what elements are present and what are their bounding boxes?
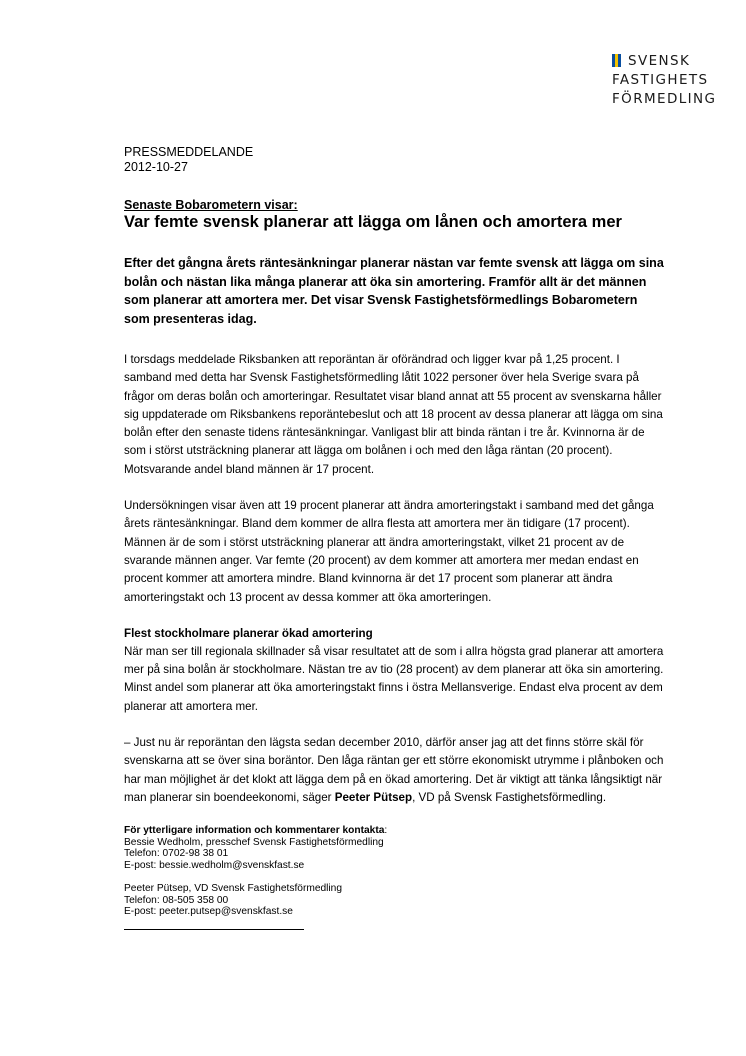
logo-line-3: FÖRMEDLING (612, 91, 717, 107)
logo-line-2: FASTIGHETS (612, 72, 709, 88)
press-release (124, 145, 664, 930)
contact-1-email: E-post: bessie.wedholm@svenskfast.se (124, 859, 305, 871)
quote-speaker: Peeter Pütsep (334, 790, 413, 804)
company-logo (612, 52, 722, 109)
lead-paragraph: Efter det gångna årets räntesänkningar planerar nästan var femte svensk att lägga om sina bolån och nästan lika många planerar att öka sin amortering. Framför allt är det männen som planerar att amortera mer. Det visar Svensk Fastighetsförmedlings Bobarometern som presenteras idag. (124, 256, 664, 326)
contact-heading-colon: : (384, 825, 388, 837)
body-paragraph-3: När man ser till regionala skillnader så visar resultatet att de som i allra högsta grad planerar att amortera mer på sina bolån är stockholmare. Nästan tre av tio (28 procent) av dem planerar att öka sin amortering. Minst andel som planerar att öka amorteringstakt finns i östra Mellansverige. Endast elva procent av dem planerar att amortera mer. (124, 644, 664, 713)
document-date: 2012-10-27 (124, 160, 188, 174)
swedish-flag-icon (612, 54, 622, 67)
logo-line-1 (612, 52, 722, 71)
logo-text-1: SVENSK (628, 53, 691, 69)
contact-2-email: E-post: peeter.putsep@svenskfast.se (124, 906, 293, 918)
contact-2-phone: Telefon: 08-505 358 00 (124, 894, 229, 906)
contact-1-phone: Telefon: 0702-98 38 01 (124, 848, 229, 860)
subheading: Flest stockholmare planerar ökad amortering (124, 626, 373, 640)
contact-1-name: Bessie Wedholm, presschef Svensk Fastighetsförmedling (124, 836, 384, 848)
footer-divider (124, 929, 304, 930)
document-type: PRESSMEDDELANDE (124, 145, 254, 159)
contact-heading (124, 825, 664, 837)
body-paragraph-2: Undersökningen visar även att 19 procent planerar att ändra amorteringstakt i samband med det gånga årets räntesänkningar. Bland dem kommer de allra flesta att amortera mer än tidigare (17 procent). Männen är de som i störst utsträckning planerar att ändra amorteringstakt, vilket 21 procent av de svarande männen anger. Var femte (20 procent) av dem kommer att amortera mer medan endast en procent kommer att amortera mindre. Bland kvinnorna är det 17 procent som planerar att ändra amorteringstakt och 13 procent av dessa kommer att öka amorteringen. (124, 499, 654, 604)
contact-2-name: Peeter Pütsep, VD Svensk Fastighetsförmedling (124, 883, 343, 895)
kicker: Senaste Bobarometern visar: (124, 198, 298, 212)
quote-tail: , VD på Svensk Fastighetsförmedling. (412, 790, 607, 804)
contact-heading-text: För ytterligare information och kommentarer kontakta (124, 825, 385, 837)
quote-text: – Just nu är reporäntan den lägsta sedan december 2010, därför anser jag att det finns större skäl för svenskarna att se över sina boräntor. Den låga räntan ger ett större ekonomiskt utrymme i plånboken och har man möjlighet är det klokt att lägga dem på en ökad amortering. Det är viktigt att tänka långsiktigt när man planerar sin boendeekonomi, säger (124, 736, 664, 804)
body-paragraph-4 (124, 734, 664, 807)
body-paragraph-1: I torsdags meddelade Riksbanken att reporäntan är oförändrad och ligger kvar på 1,25 procent. I samband med detta har Svensk Fastighetsförmedling låtit 1022 personer över hela Sverige svara på frågor om deras bolån och amorteringar. Resultatet visar bland annat att 55 procent av svenskarna håller sig uppdaterade om Riksbankens reporäntebeslut och att 18 procent av dessa planerar att lägga om sina bolån efter den senaste tidens räntesänkningar. Vanligast blir att binda räntan i tre år. Kvinnorna är de som i störst utsträckning planerar att lägga om bolånen i och med den låga räntan (20 procent). Motsvarande andel bland männen är 17 procent. (124, 353, 663, 476)
page-title: Var femte svensk planerar att lägga om lånen och amortera mer (124, 213, 622, 231)
